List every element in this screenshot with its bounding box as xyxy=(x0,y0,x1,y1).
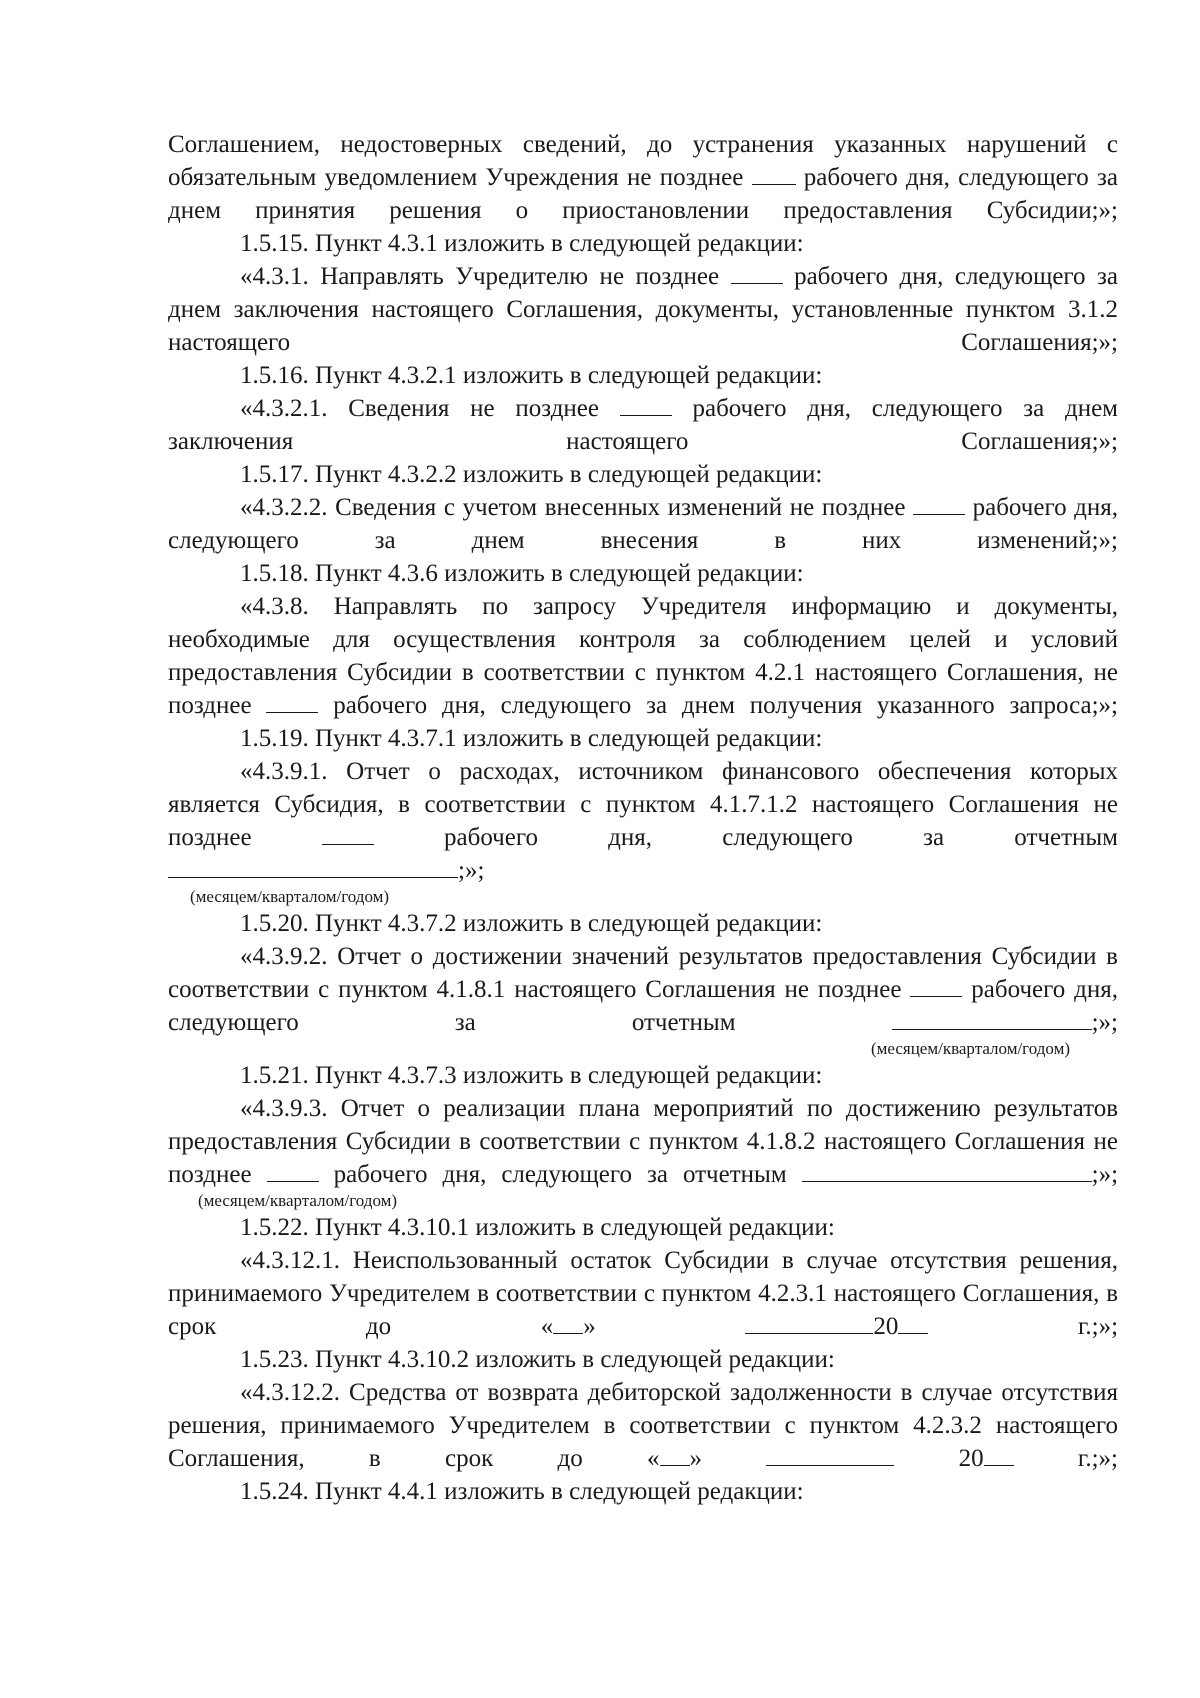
heading-1-5-24: 1.5.24. Пункт 4.4.1 изложить в следующей редакции: xyxy=(240,1478,804,1505)
document-body xyxy=(168,128,1118,1508)
clause-4-3-9-3: «4.3.9.3. Отчет о реализации плана мероприятий по достижению результатов предоставления Субсидии в соответствии с пунктом 4.1.8.2 настоящего Соглашения не позднее рабочего дня, следующего за отчетным ;»; xyxy=(168,1095,1119,1188)
blank-field xyxy=(620,393,672,416)
heading-1-5-22: 1.5.22. Пункт 4.3.10.1 изложить в следующей редакции: xyxy=(240,1214,835,1241)
blank-month-field xyxy=(745,1311,873,1334)
blank-field xyxy=(267,1159,319,1182)
heading-1-5-15: 1.5.15. Пункт 4.3.1 изложить в следующей редакции: xyxy=(240,230,804,257)
period-note: (месяцем/кварталом/годом) xyxy=(190,887,390,906)
blank-year-field xyxy=(898,1311,928,1334)
period-line: ;»; xyxy=(168,854,1118,887)
blank-field xyxy=(322,822,374,845)
blank-period-field xyxy=(892,1007,1092,1030)
period-note: (месяцем/кварталом/годом) xyxy=(870,1039,1070,1058)
heading-1-5-20: 1.5.20. Пункт 4.3.7.2 изложить в следующей редакции: xyxy=(240,910,823,937)
blank-field xyxy=(752,162,796,185)
clause-4-3-12-1: «4.3.12.1. Неиспользованный остаток Субсидии в случае отсутствия решения, принимаемого Учредителем в соответствии с пунктом 4.2.3.1 настоящего Соглашения, в срок до « » 20 г.;»; xyxy=(168,1247,1119,1340)
clause-4-3-9-1: «4.3.9.1. Отчет о расходах, источником финансового обеспечения которых является Субсидия, в соответствии с пунктом 4.1.7.1.2 настоящего Соглашения не позднее рабочего дня, следующего за отчетным xyxy=(168,758,1118,851)
clause-4-3-2-1: «4.3.2.1. Сведения не позднее рабочего дня, следующего за днем заключения настоящего Соглашения;»; xyxy=(168,395,1118,455)
clause-4-3-8: «4.3.8. Направлять по запросу Учредителя информацию и документы, необходимые для осуществления контроля за соблюдением целей и условий предоставления Субсидии в соответствии с пунктом 4.2.1 настоящего Соглашения, не позднее рабочего дня, следующего за днем получения указанного запроса;»; xyxy=(168,593,1118,719)
heading-1-5-19: 1.5.19. Пункт 4.3.7.1 изложить в следующей редакции: xyxy=(240,725,823,752)
heading-1-5-16: 1.5.16. Пункт 4.3.2.1 изложить в следующей редакции: xyxy=(240,362,823,389)
heading-1-5-17: 1.5.17. Пункт 4.3.2.2 изложить в следующей редакции: xyxy=(240,461,823,488)
blank-field xyxy=(913,492,965,515)
clause-4-3-2-2: «4.3.2.2. Сведения с учетом внесенных изменений не позднее рабочего дня, следующего за днем внесения в них изменений;»; xyxy=(168,494,1119,554)
clause-4-3-12-2: «4.3.12.2. Средства от возврата дебиторской задолженности в случае отсутствия решения, принимаемого Учредителем в соответствии с пунктом 4.2.3.2 настоящего Соглашения, в срок до « » 20 г.;»; xyxy=(168,1379,1118,1472)
heading-1-5-18: 1.5.18. Пункт 4.3.6 изложить в следующей редакции: xyxy=(240,560,804,587)
heading-1-5-23: 1.5.23. Пункт 4.3.10.2 изложить в следующей редакции: xyxy=(240,1346,835,1373)
period-note: (месяцем/кварталом/годом) xyxy=(198,1191,398,1210)
blank-period-field xyxy=(802,1159,1092,1182)
blank-day-field xyxy=(660,1443,690,1466)
clause-4-3-9-2: «4.3.9.2. Отчет о достижении значений результатов предоставления Субсидии в соответствии с пунктом 4.1.8.1 настоящего Соглашения не позднее рабочего дня, следующего за отчетным ;»; xyxy=(168,943,1119,1036)
blank-period-field xyxy=(168,855,458,878)
blank-year-field xyxy=(984,1443,1014,1466)
blank-field xyxy=(266,690,318,713)
blank-field xyxy=(731,261,783,284)
blank-field xyxy=(910,974,962,997)
clause-4-3-1: «4.3.1. Направлять Учредителю не позднее рабочего дня, следующего за днем заключения настоящего Соглашения, документы, установленные пунктом 3.1.2 настоящего Соглашения;»; xyxy=(168,263,1119,356)
blank-day-field xyxy=(553,1311,583,1334)
heading-1-5-21: 1.5.21. Пункт 4.3.7.3 изложить в следующей редакции: xyxy=(240,1062,823,1089)
blank-month-field xyxy=(766,1443,894,1466)
paragraph-continuation: Соглашением, недостоверных сведений, до устранения указанных нарушений с обязательным уведомлением Учреждения не позднее рабочего дня, следующего за днем принятия решения о приостановлении предоставления Субсидии;»; xyxy=(168,131,1119,224)
